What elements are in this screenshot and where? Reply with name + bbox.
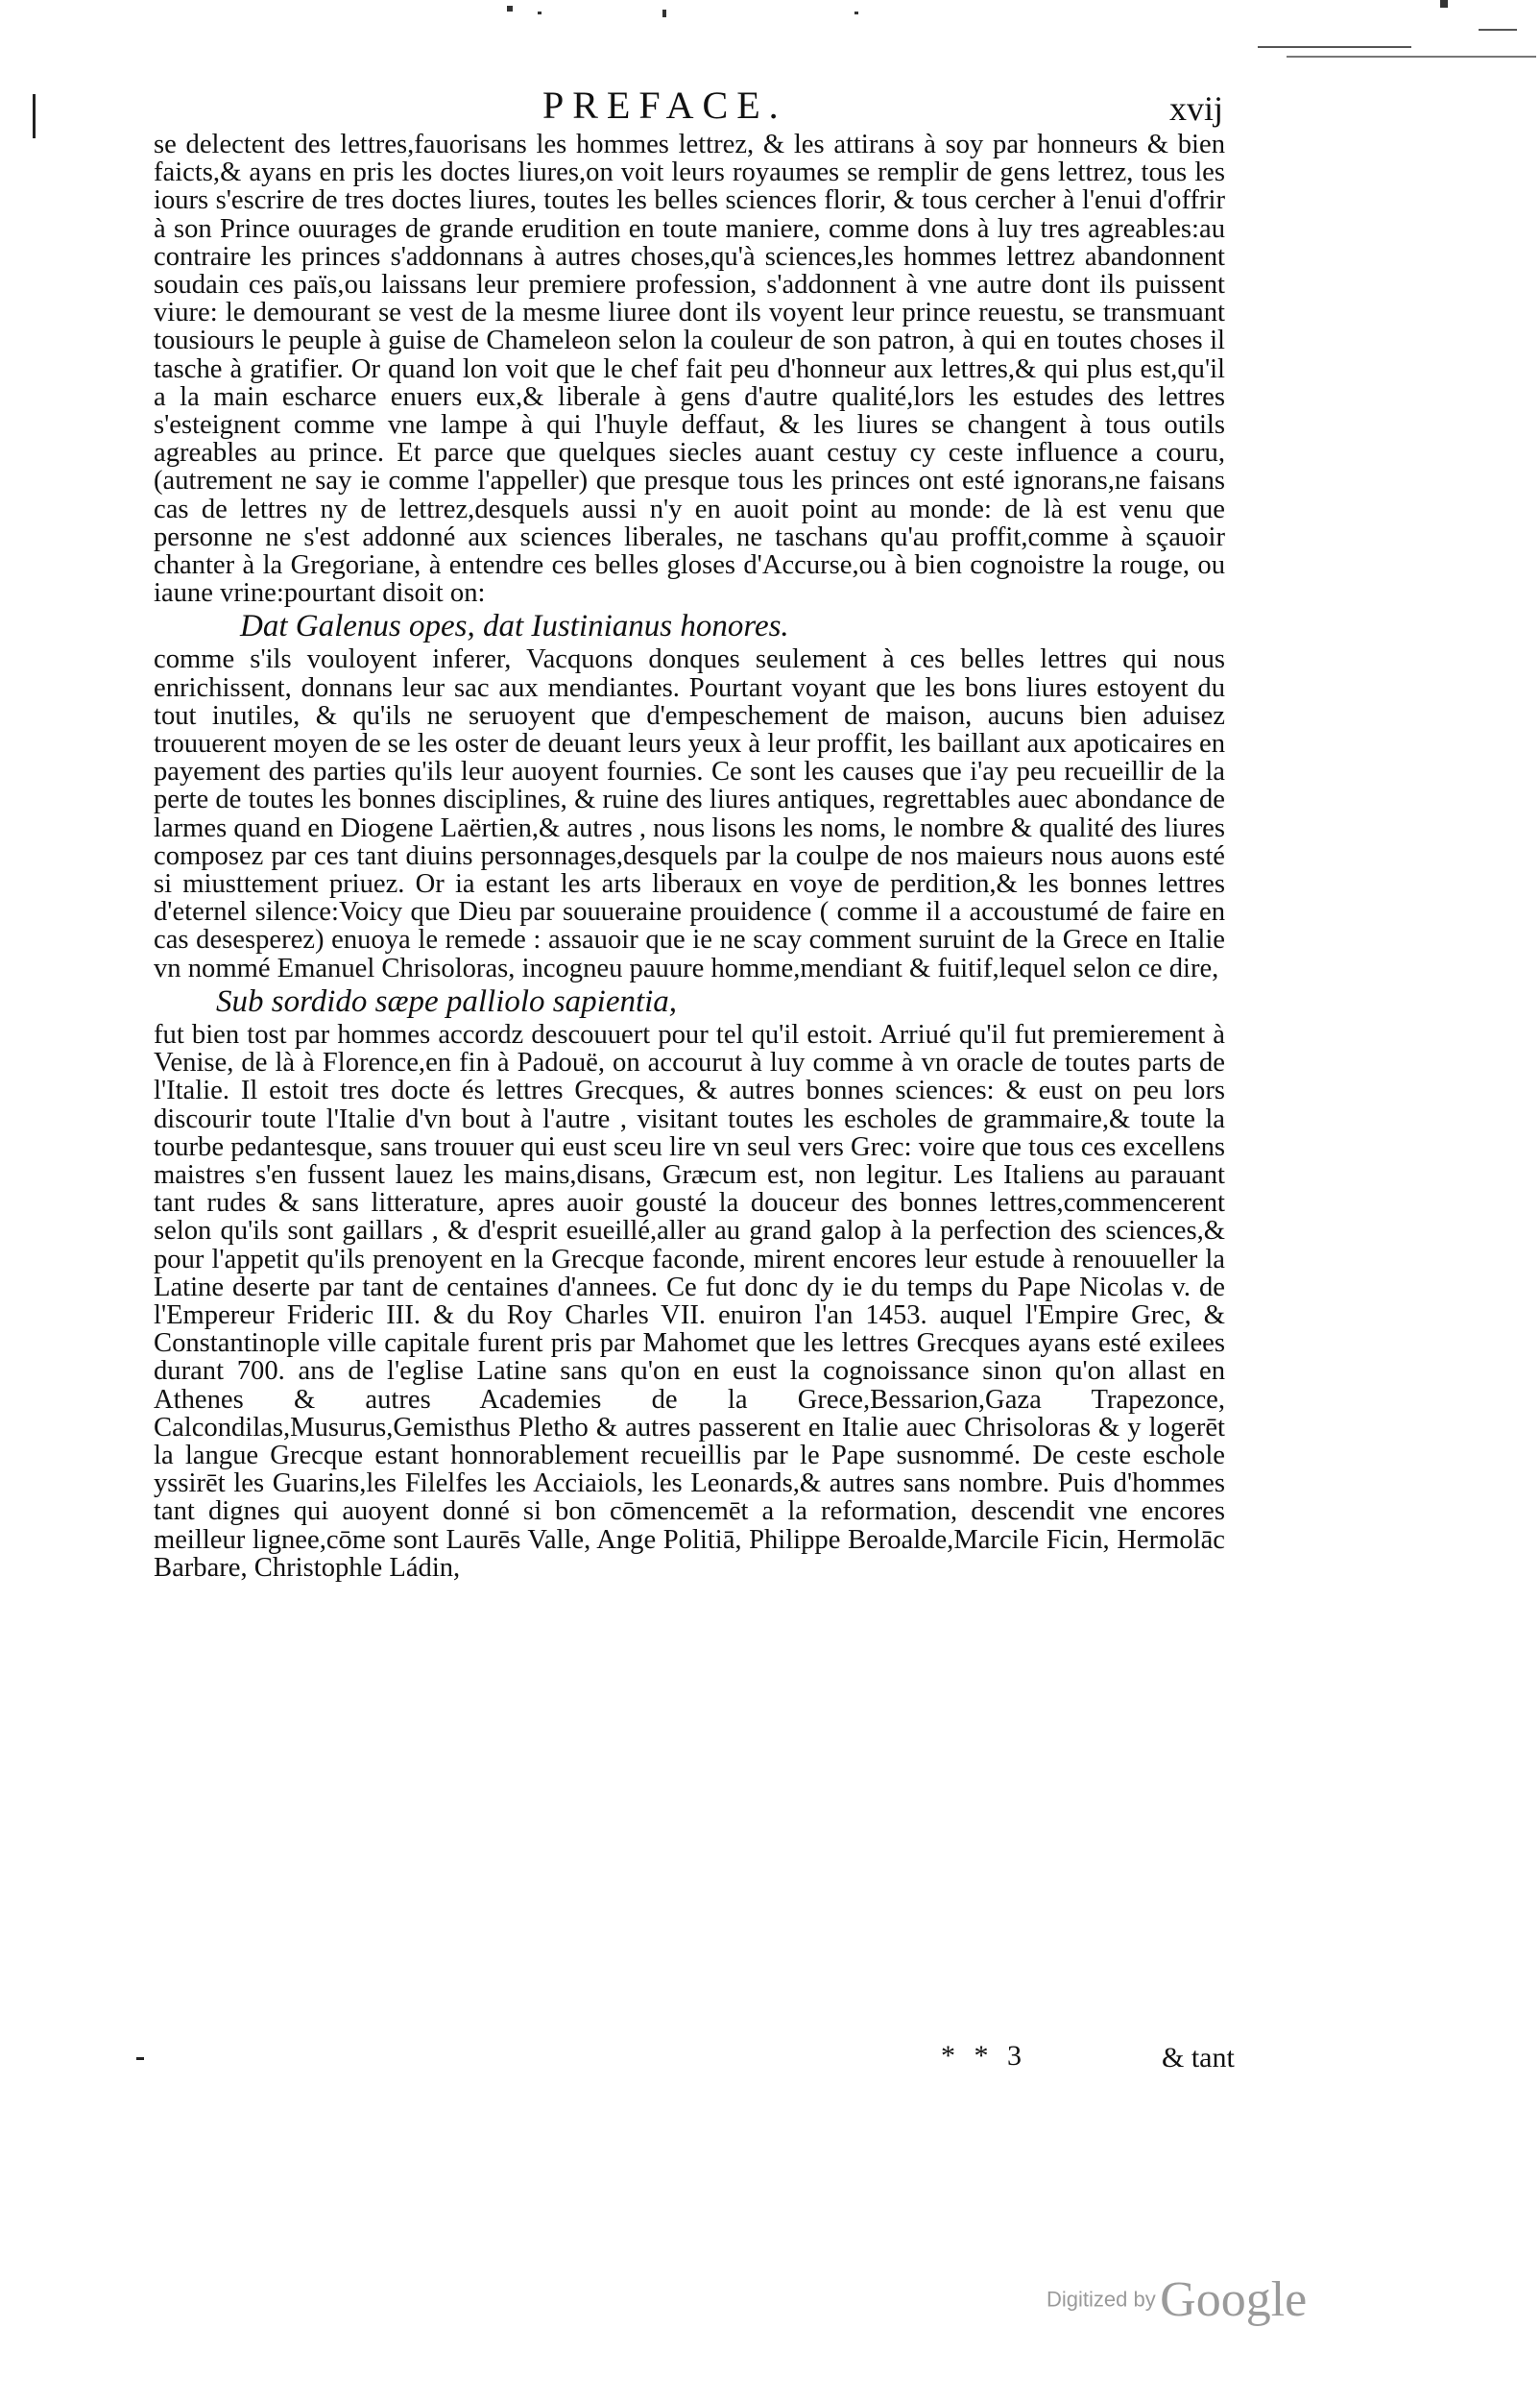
body-paragraph: fut bien tost par hommes accordz descouuert pour tel qu'il estoit. Arriué qu'il fut premierement à Venise, de là à Florence,en fin à Padouë, on accourut à luy comme à vn oracle de toutes parts de l'Italie. Il estoit tres docte és lettres Grecques, & autres bonnes sciences: & eust on peu lors discourir toute l'Italie d'vn bout à l'autre , visitant toutes les escholes de grammaire,& toute la tourbe pedantesque, sans trouuer qui eust sceu lire vn seul vers Grec: voire que tous ces excellens maistres s'en fussent lauez les mains,disans, Græcum est, non legitur. Les Italiens au parauant tant rudes & sans litterature, apres auoir gousté la douceur des bonnes lettres,commencerent selon qu'ils sont gaillars , & d'esprit esueillé,aller au grand galop à la perfection des sciences,& pour l'appetit qu'ils prenoyent en la Grecque faconde, mirent encores leur estude à renouueller la Latine deserte par tant de centaines d'annees. Ce fut donc dy ie du temps du Pape Nicolas v. de l'Empereur Frideric III. & du Roy Charles VII. enuiron l'an 1453. auquel l'Empire Grec, & Constantinople ville capitale furent pris par Mahomet que les lettres Grecques ayans esté exilees durant 700. ans de l'eglise Latine sans qu'on en eust la cognoissance sinon qu'on allast en Athenes & autres Academies de la Grece,Bessarion,Gaza Trapezonce, Calcondilas,Musurus,Gemisthus Pletho & autres passerent en Italie auec Chrisoloras & y logerēt la langue Grecque estant honnorablement recueillis par le Pape susnommé. De ceste eschole yssirēt les Guarins,les Filelfes les Acciaiols, les Leonards,& autres sans nombre. Puis d'hommes tant dignes qui auoyent donné si bon cōmencemēt a la reformation, descendit vne encores meilleur lignee,cōme sont Laurēs Valle, Ange Politiā, Philippe Beroalde,Marcile Ficin, Hermolāc Barbare, Christophle Ládin, [154, 1019, 1225, 1583]
body-paragraph: se delectent des lettres,fauorisans les hommes lettrez, & les attirans à soy par honneurs & bien faicts,& ayans en pris les doctes liures,on voit leurs royaumes se remplir de gens lettrez, tous les iours s'escrire de tres doctes liures, toutes les belles sciences florir, & tous cercher à l'enui d'offrir à son Prince ouurages de grande erudition en toute maniere, comme dons à luy tres agreables:au contraire les princes s'addonnans à autres choses,qu'à sciences,les hommes lettrez abandonnent soudain ces païs,ou laissans leur premiere profession, s'addonnent à vne autre dont ils puissent viure: le demourant se vest de la mesme liuree dont ils voyent leur prince reuestu, se transmuant tousiours le peuple à guise de Chameleon selon la couleur de son patron, à qui en toutes choses il tasche à gratifier. Or quand lon voit que le chef fait peu d'honneur aux lettres,& qui plus est,qu'il a la main escharce enuers eux,& liberale à gens d'autre qualité,lors les estudes des lettres s'esteignent comme vne lampe à qui l'huyle deffaut, & les liures se changent à tous outils agreables au prince. Et parce que quelques siecles auant cestuy cy ceste influence a couru, (autrement ne say ie comme l'appeller) que presque tous les princes ont esté ignorans,ne faisans cas de lettres ny de lettrez,desquels aussi n'y en auoit point au monde: de là est venu que personne ne s'est addonné aux sciences liberales, ne taschans qu'au proffit,comme à sçauoir chanter à la Gregoriane, à entendre ces belles gloses d'Accurse,ou à bien cognoistre la rouge, ou iaune vrine:pourtant disoit on: [154, 130, 1225, 609]
top-edge-marks [0, 0, 1540, 86]
signature-mark: * * 3 [941, 2040, 1027, 2072]
running-head [0, 77, 1540, 134]
page-header-title: PREFACE. [542, 84, 787, 127]
watermark-prefix: Digitized by [1047, 2287, 1156, 2312]
catchword: & tant [1162, 2042, 1235, 2074]
text-block [154, 131, 1225, 1582]
block-quotation: Dat Galenus opes, dat Iustinianus honores. [240, 609, 789, 644]
block-quotation: Sub sordido sæpe palliolo sapientia, [216, 983, 678, 1019]
body-paragraph: comme s'ils vouloyent inferer, Vacquons donques seulement à ces belles lettres qui nous enrichissent, donnans leur sac aux mendiantes. Pourtant voyant que les bons liures estoyent du tout inutiles, & qu'ils ne seruoyent que d'empeschement de maison, aucuns bien aduisez trouuerent moyen de se les oster de deuant leurs yeux à leur proffit, les baillant aux apoticaires en payement des parties qu'ils leur auoyent fournies. Ce sont les causes que i'ay peu recueillir de la perte de toutes les bonnes disciplines, & ruine des liures antiques, regrettables auec abondance de larmes quand en Diogene Laërtien,& autres , nous lisons les noms, le nombre & qualité des liures composez par ces tant diuins personnages,desquels par la coulpe de nos maieurs nous auons esté si miusttement priuez. Or ia estant les arts liberaux en voye de perdition,& les bonnes lettres d'eternel silence:Voicy que Dieu par souueraine prouidence ( comme il a accoustumé de faire en cas desesperez) enuoya le remede : assauoir que ie ne scay comment suruint de la Grece en Italie vn nommé Emanuel Chrisoloras, incogneu pauure homme,mendiant & fuitif,lequel selon ce dire, [154, 644, 1225, 983]
digitization-watermark [1047, 2271, 1307, 2328]
folio-number: xvij [1169, 89, 1224, 128]
google-logo: Google [1160, 2272, 1308, 2327]
footer-mark [136, 2057, 144, 2060]
page-footer [0, 2036, 1540, 2094]
